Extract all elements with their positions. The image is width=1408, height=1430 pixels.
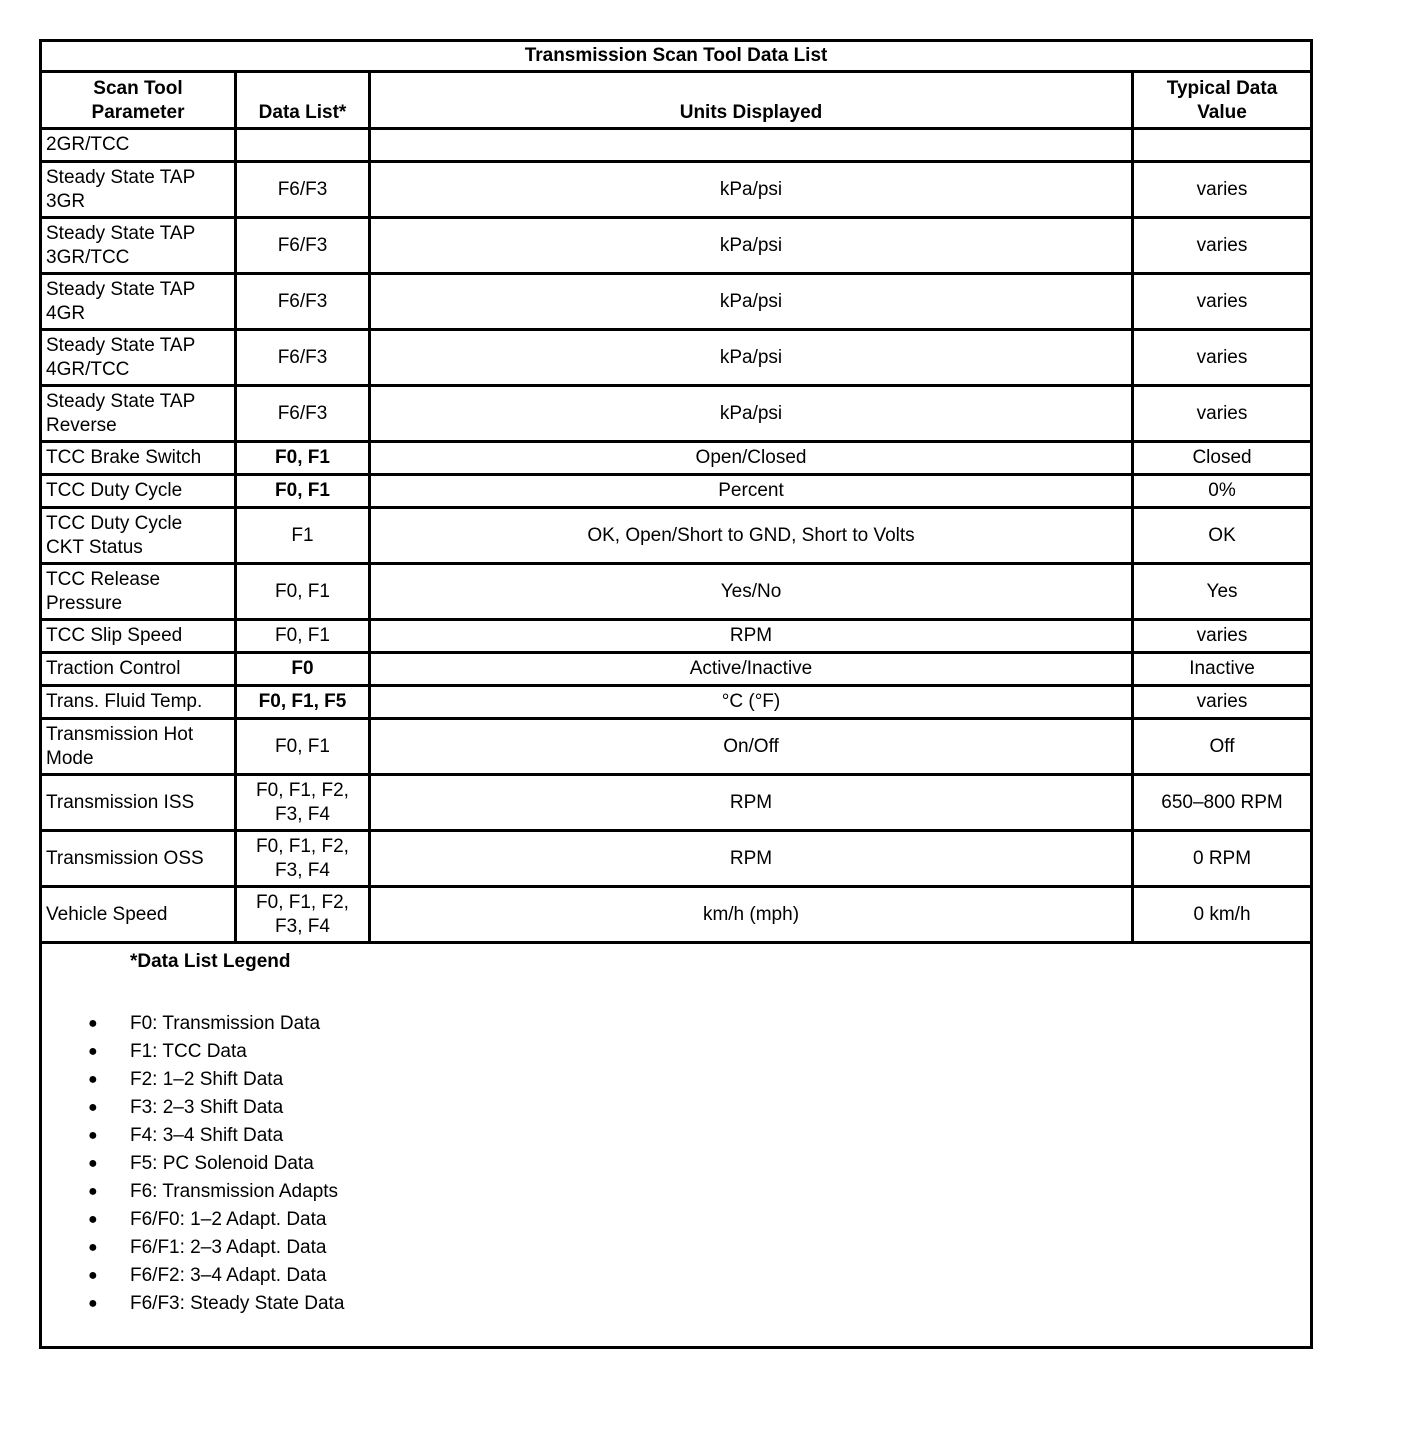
data-list-cell xyxy=(236,475,370,508)
parameter-cell xyxy=(41,218,236,274)
table-row xyxy=(41,508,1312,564)
data-list-cell xyxy=(236,330,370,386)
typical-value-cell: OK xyxy=(1133,508,1312,564)
parameter-cell xyxy=(41,162,236,218)
legend-item-text: F6/F3: Steady State Data xyxy=(130,1293,345,1314)
table-row xyxy=(41,475,1312,508)
parameter-text: 3GR xyxy=(46,190,86,212)
units-cell: Percent xyxy=(370,475,1133,508)
table-row xyxy=(41,564,1312,620)
data-list-cell xyxy=(236,162,370,218)
data-list-text: F1 xyxy=(291,524,314,546)
parameter-text: TCC Duty Cycle xyxy=(46,480,183,501)
data-list-cell xyxy=(236,564,370,620)
parameter-cell xyxy=(41,686,236,719)
parameter-text: Transmission ISS xyxy=(46,791,195,813)
units-cell: kPa/psi xyxy=(370,218,1133,274)
table-row xyxy=(41,129,1312,162)
legend-item-text: F2: 1–2 Shift Data xyxy=(130,1069,284,1090)
legend-item xyxy=(42,1178,1310,1206)
parameter-cell xyxy=(41,653,236,686)
table-title: Transmission Scan Tool Data List xyxy=(41,41,1312,72)
typical-value-cell: varies xyxy=(1133,686,1312,719)
header-parameter xyxy=(41,72,236,129)
parameter-cell xyxy=(41,719,236,775)
table-body xyxy=(41,129,1312,943)
units-cell: On/Off xyxy=(370,719,1133,775)
typical-value-cell: Inactive xyxy=(1133,653,1312,686)
typical-value-cell: Yes xyxy=(1133,564,1312,620)
table-row xyxy=(41,887,1312,943)
header-row xyxy=(41,72,1312,129)
legend-title: *Data List Legend xyxy=(130,951,291,972)
parameter-text: Steady State TAP xyxy=(46,334,196,356)
parameter-text: 3GR/TCC xyxy=(46,246,130,268)
data-list-text: F0, F1, F2, xyxy=(256,779,349,801)
data-list-document xyxy=(39,39,1310,1349)
table-row xyxy=(41,719,1312,775)
parameter-cell xyxy=(41,129,236,162)
legend-item-text: F6/F1: 2–3 Adapt. Data xyxy=(130,1237,327,1258)
parameter-cell xyxy=(41,274,236,330)
legend-item-text: F1: TCC Data xyxy=(130,1041,247,1062)
table-row xyxy=(41,274,1312,330)
typical-value-cell: varies xyxy=(1133,162,1312,218)
parameter-text: Transmission Hot xyxy=(46,723,194,745)
legend-item xyxy=(42,1234,1310,1262)
legend-item-text: F4: 3–4 Shift Data xyxy=(130,1125,284,1146)
data-list-cell xyxy=(236,218,370,274)
parameter-cell xyxy=(41,831,236,887)
data-list-cell xyxy=(236,831,370,887)
parameter-text: Pressure xyxy=(46,592,123,614)
bullet-icon: ● xyxy=(88,1099,98,1116)
data-list-text: F6/F3 xyxy=(277,234,328,256)
bullet-icon: ● xyxy=(88,1295,98,1312)
typical-value-cell: varies xyxy=(1133,274,1312,330)
parameter-text: Steady State TAP xyxy=(46,390,196,412)
legend-item-text: F6: Transmission Adapts xyxy=(130,1181,339,1202)
legend-item xyxy=(42,1038,1310,1066)
parameter-text: CKT Status xyxy=(46,536,143,558)
data-list-text: F0, F1, F2, xyxy=(256,835,349,857)
header-units: Units Displayed xyxy=(370,72,1133,129)
parameter-text: 4GR/TCC xyxy=(46,358,130,380)
units-cell: Open/Closed xyxy=(370,442,1133,475)
data-list-text: F0, F1 xyxy=(275,625,330,646)
typical-value-cell: varies xyxy=(1133,330,1312,386)
units-cell: kPa/psi xyxy=(370,162,1133,218)
units-cell: Active/Inactive xyxy=(370,653,1133,686)
legend-item-text: F6/F0: 1–2 Adapt. Data xyxy=(130,1209,327,1230)
typical-value-cell: 0 km/h xyxy=(1133,887,1312,943)
data-list-cell xyxy=(236,129,370,162)
parameter-text: Transmission OSS xyxy=(46,847,204,869)
data-list-text: F0, F1, F2, xyxy=(256,891,349,913)
data-list-text: F6/F3 xyxy=(277,402,328,424)
units-cell: Yes/No xyxy=(370,564,1133,620)
legend-item-text: F5: PC Solenoid Data xyxy=(130,1153,314,1174)
bullet-icon: ● xyxy=(88,1155,98,1172)
data-list-text: F3, F4 xyxy=(275,803,330,825)
units-cell: kPa/psi xyxy=(370,274,1133,330)
data-list-cell xyxy=(236,274,370,330)
typical-value-cell: 0 RPM xyxy=(1133,831,1312,887)
parameter-text: Traction Control xyxy=(46,658,181,679)
parameter-cell xyxy=(41,508,236,564)
parameter-text: Reverse xyxy=(46,414,117,436)
header-typical xyxy=(1133,72,1312,129)
table-row xyxy=(41,775,1312,831)
units-cell: RPM xyxy=(370,831,1133,887)
parameter-text: TCC Slip Speed xyxy=(46,625,183,646)
legend-cell xyxy=(41,943,1312,1348)
typical-value-cell: Closed xyxy=(1133,442,1312,475)
bullet-icon: ● xyxy=(88,1211,98,1228)
scan-tool-data-table xyxy=(39,39,1313,1349)
legend-item xyxy=(42,1290,1310,1318)
parameter-cell xyxy=(41,775,236,831)
bullet-icon: ● xyxy=(88,1267,98,1284)
data-list-text: F3, F4 xyxy=(275,859,330,881)
legend-list xyxy=(42,1010,1310,1318)
legend-item xyxy=(42,1010,1310,1038)
parameter-text: TCC Release xyxy=(46,568,161,590)
title-row xyxy=(41,41,1312,72)
legend-item xyxy=(42,1094,1310,1122)
table-row xyxy=(41,686,1312,719)
bullet-icon: ● xyxy=(88,1043,98,1060)
parameter-text: Steady State TAP xyxy=(46,278,196,300)
bullet-icon: ● xyxy=(88,1127,98,1144)
legend-item xyxy=(42,1206,1310,1234)
data-list-text: F6/F3 xyxy=(277,178,328,200)
data-list-text: F3, F4 xyxy=(275,915,330,937)
header-parameter-line: Scan Tool xyxy=(93,78,183,99)
data-list-text: F0, F1 xyxy=(275,480,330,501)
legend-row xyxy=(41,943,1312,1348)
parameter-cell xyxy=(41,564,236,620)
legend-item-text: F3: 2–3 Shift Data xyxy=(130,1097,284,1118)
parameter-text: 4GR xyxy=(46,302,86,324)
units-cell xyxy=(370,129,1133,162)
header-typical-line: Typical Data xyxy=(1166,78,1278,99)
parameter-text: Trans. Fluid Temp. xyxy=(46,691,203,712)
data-list-cell xyxy=(236,620,370,653)
typical-value-cell: varies xyxy=(1133,218,1312,274)
parameter-cell xyxy=(41,475,236,508)
header-parameter-line: Parameter xyxy=(91,102,185,123)
units-cell: kPa/psi xyxy=(370,330,1133,386)
data-list-cell xyxy=(236,719,370,775)
data-list-text: F0, F1 xyxy=(275,580,330,602)
data-list-text: F6/F3 xyxy=(277,290,328,312)
typical-value-cell: varies xyxy=(1133,620,1312,653)
data-list-cell xyxy=(236,686,370,719)
units-cell: km/h (mph) xyxy=(370,887,1133,943)
bullet-icon: ● xyxy=(88,1015,98,1032)
header-data-list: Data List* xyxy=(236,72,370,129)
data-list-cell xyxy=(236,508,370,564)
data-list-cell xyxy=(236,386,370,442)
legend-item xyxy=(42,1262,1310,1290)
parameter-text: Mode xyxy=(46,747,94,769)
parameter-cell xyxy=(41,386,236,442)
table-row xyxy=(41,218,1312,274)
typical-value-cell: varies xyxy=(1133,386,1312,442)
parameter-text: Vehicle Speed xyxy=(46,903,168,925)
parameter-text: TCC Duty Cycle xyxy=(46,512,183,534)
parameter-cell xyxy=(41,442,236,475)
legend-item xyxy=(42,1122,1310,1150)
parameter-cell xyxy=(41,887,236,943)
table-row xyxy=(41,442,1312,475)
parameter-cell xyxy=(41,330,236,386)
units-cell: OK, Open/Short to GND, Short to Volts xyxy=(370,508,1133,564)
table-row xyxy=(41,386,1312,442)
table-row xyxy=(41,653,1312,686)
legend-item-text: F0: Transmission Data xyxy=(130,1013,321,1034)
data-list-text: F6/F3 xyxy=(277,346,328,368)
units-cell: °C (°F) xyxy=(370,686,1133,719)
units-cell: RPM xyxy=(370,620,1133,653)
data-list-text: F0, F1 xyxy=(275,735,330,757)
data-list-text: F0 xyxy=(291,658,314,679)
table-row xyxy=(41,620,1312,653)
legend-item xyxy=(42,1150,1310,1178)
data-list-cell xyxy=(236,775,370,831)
typical-value-cell xyxy=(1133,129,1312,162)
typical-value-cell: 0% xyxy=(1133,475,1312,508)
header-typical-line: Value xyxy=(1197,102,1247,123)
parameter-cell xyxy=(41,620,236,653)
units-cell: kPa/psi xyxy=(370,386,1133,442)
data-list-cell xyxy=(236,887,370,943)
parameter-text: Steady State TAP xyxy=(46,222,196,244)
units-cell: RPM xyxy=(370,775,1133,831)
bullet-icon: ● xyxy=(88,1183,98,1200)
parameter-text: Steady State TAP xyxy=(46,166,196,188)
data-list-text: F0, F1 xyxy=(275,447,330,468)
data-list-cell xyxy=(236,653,370,686)
bullet-icon: ● xyxy=(88,1239,98,1256)
data-list-cell xyxy=(236,442,370,475)
table-row xyxy=(41,330,1312,386)
typical-value-cell: Off xyxy=(1133,719,1312,775)
legend-item-text: F6/F2: 3–4 Adapt. Data xyxy=(130,1265,327,1286)
typical-value-cell: 650–800 RPM xyxy=(1133,775,1312,831)
table-row xyxy=(41,162,1312,218)
parameter-text: 2GR/TCC xyxy=(46,134,130,155)
parameter-text: TCC Brake Switch xyxy=(46,447,202,468)
table-row xyxy=(41,831,1312,887)
bullet-icon: ● xyxy=(88,1071,98,1088)
legend-item xyxy=(42,1066,1310,1094)
data-list-text: F0, F1, F5 xyxy=(258,691,347,712)
